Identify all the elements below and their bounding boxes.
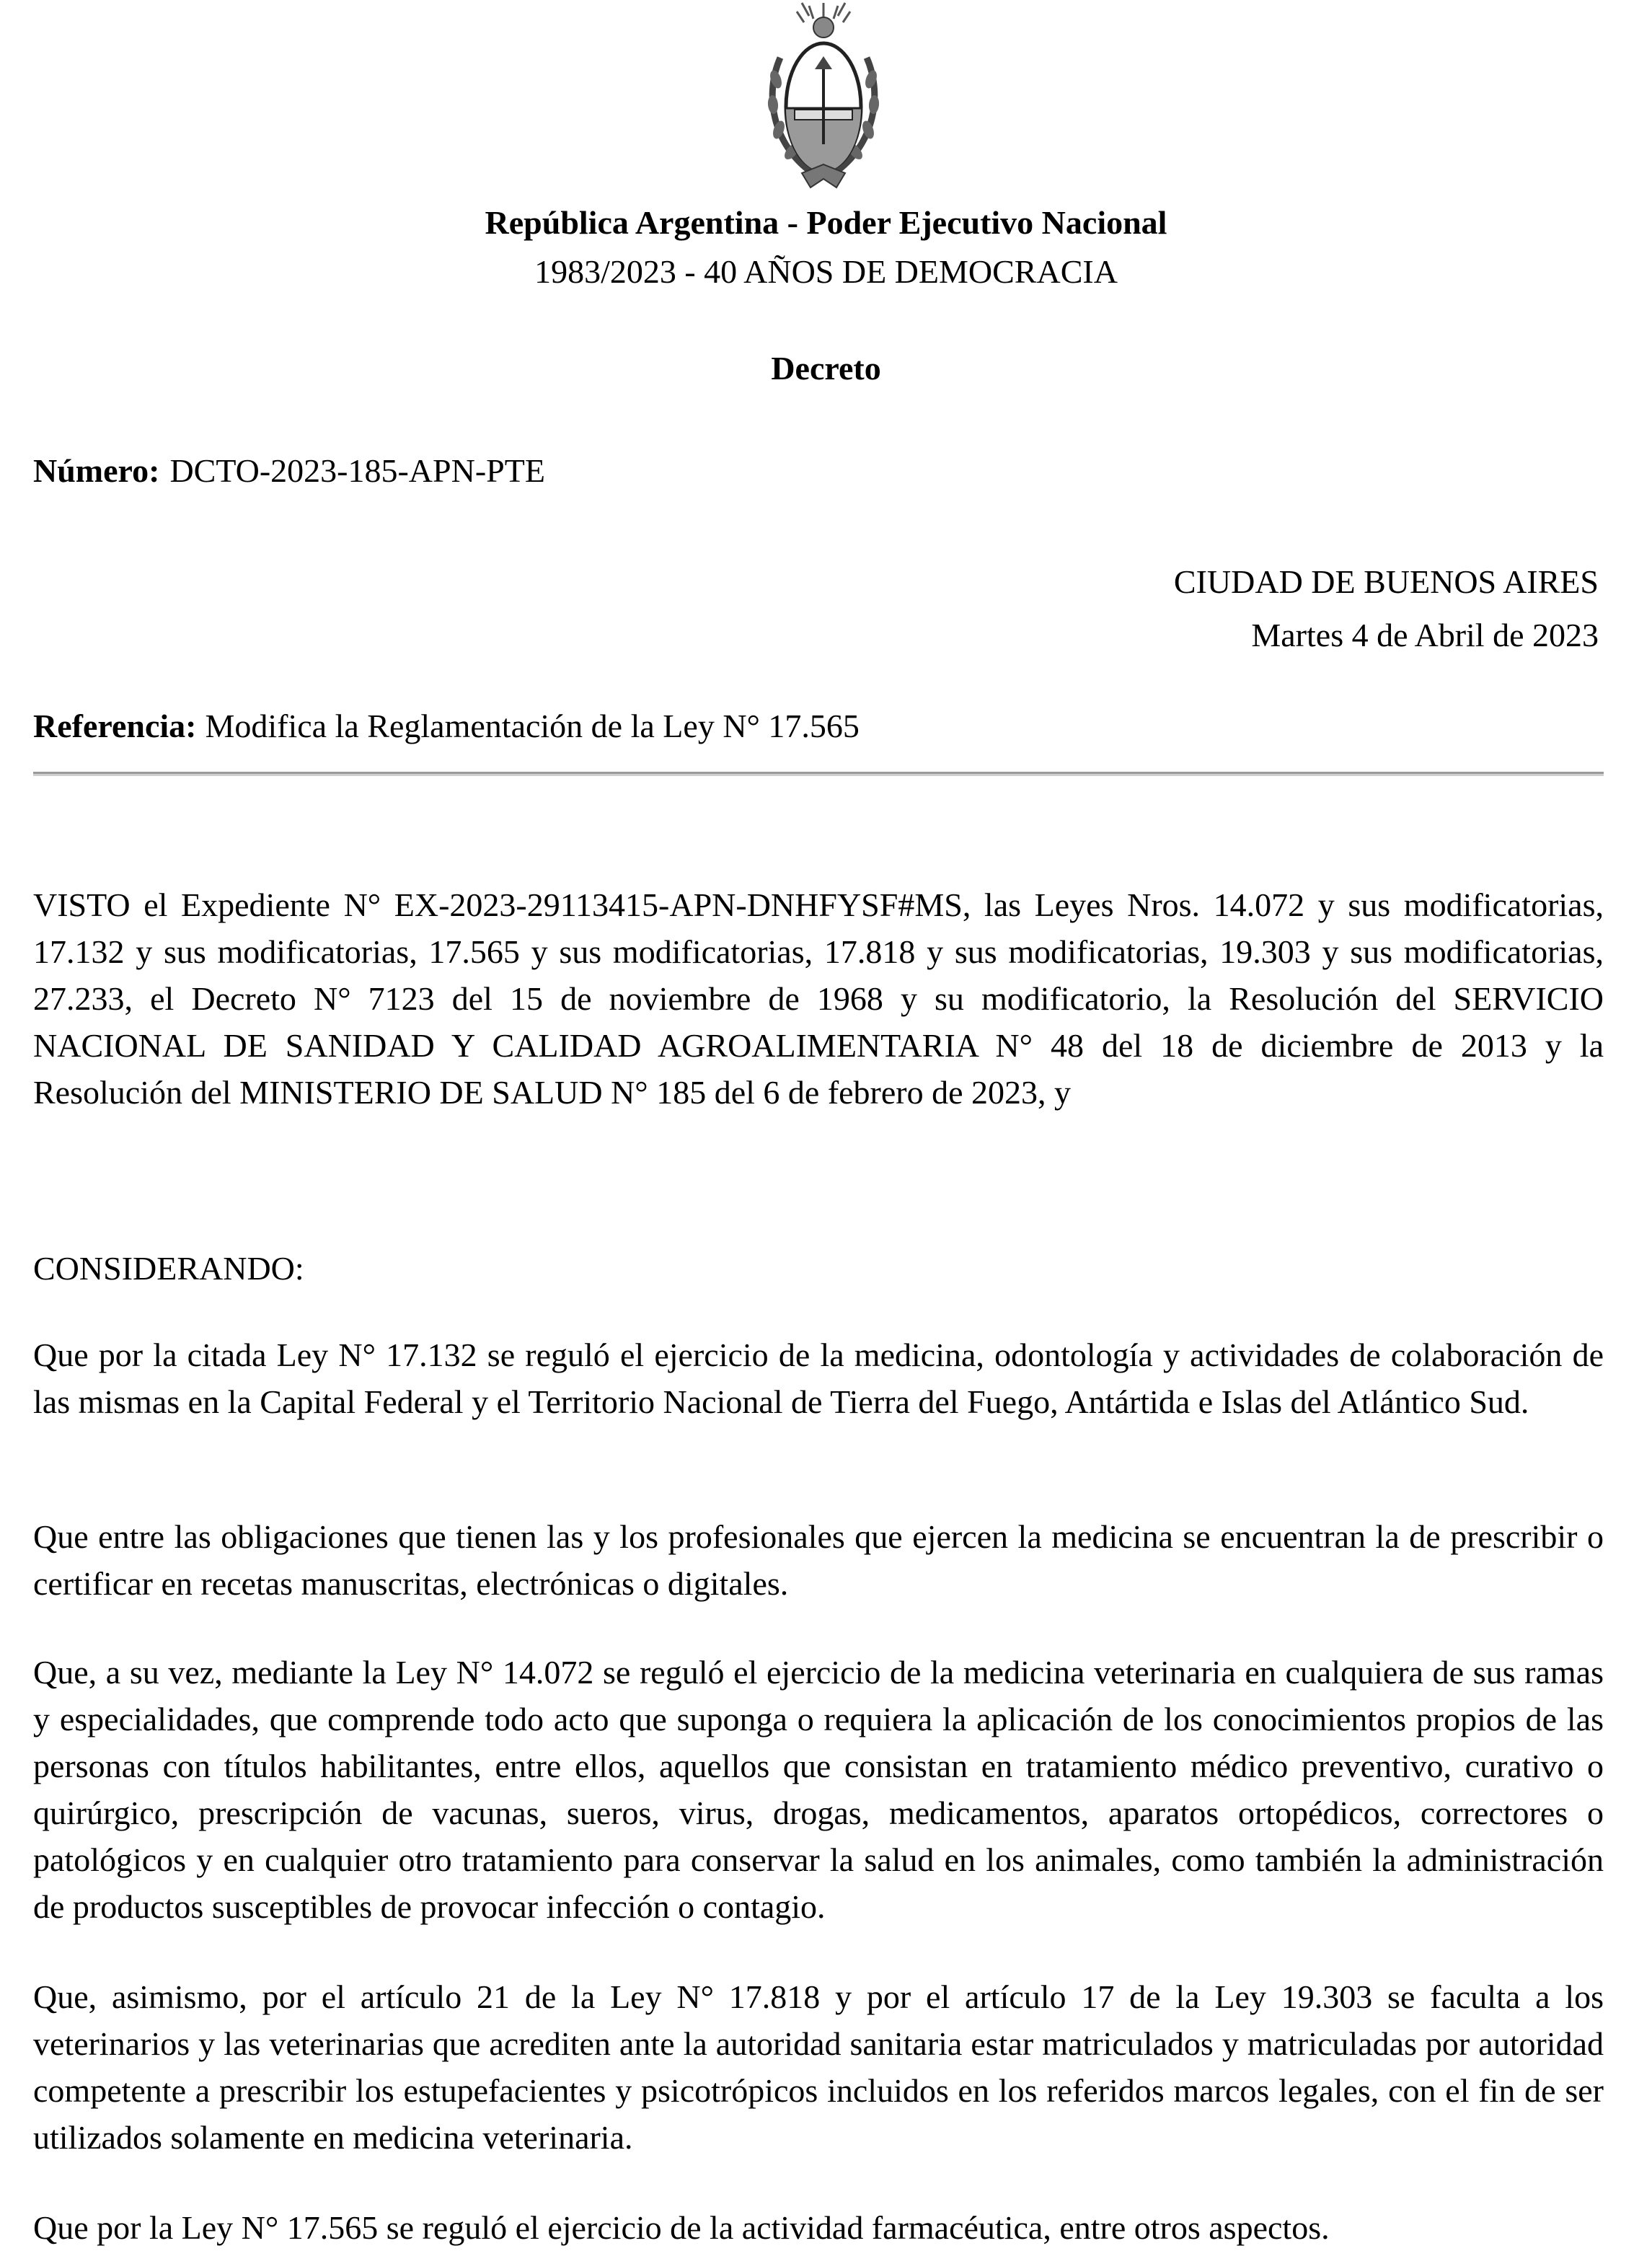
numero-label: Número:: [33, 452, 160, 489]
paragraph: Que por la Ley N° 17.565 se reguló el ejercicio de la actividad farmacéutica, entre otros aspectos.: [33, 2209, 1330, 2246]
document-number: [33, 451, 545, 490]
numero-value: DCTO-2023-185-APN-PTE: [169, 452, 545, 489]
paragraph: Que, a su vez, mediante la Ley N° 14.072 se reguló el ejercicio de la medicina veterinaria en cualquiera de sus ramas y especialidades, que comprende todo acto que suponga o requiera la aplicación de los conocimientos propios de las personas con títulos habilitantes, entre ellos, aquellos que consistan en tratamiento médico preventivo, curativo o quirúrgico, prescripción de vacunas, sueros, virus, drogas, medicamentos, aparatos ortopédicos, correctores o patológicos y en cualquier otro tratamiento para conservar la salud en los animales, como también la administración de productos susceptibles de provocar infección o contagio.: [33, 1654, 1604, 1925]
considerando-heading: CONSIDERANDO:: [33, 1250, 304, 1287]
coat-of-arms-icon: [751, 0, 896, 199]
paragraph: Que por la citada Ley N° 17.132 se reguló el ejercicio de la medicina, odontología y actividades de colaboración de las mismas en la Capital Federal y el Territorio Nacional de Tierra del Fuego, Antártida e Islas del Atlántico Sud.: [33, 1336, 1604, 1420]
reference: [33, 707, 860, 745]
paragraph: Que entre las obligaciones que tienen las y los profesionales que ejercen la medicina se encuentran la de prescribir o certificar en recetas manuscritas, electrónicas o digitales.: [33, 1518, 1604, 1602]
city: CIUDAD DE BUENOS AIRES: [1173, 563, 1599, 600]
referencia-label: Referencia:: [33, 708, 197, 744]
header-title: República Argentina - Poder Ejecutivo Nacional: [485, 204, 1167, 241]
visto-paragraph: VISTO el Expediente N° EX-2023-29113415-APN-DNHFYSF#MS, las Leyes Nros. 14.072 y sus modificatorias, 17.132 y sus modificatorias, 17.565 y sus modificatorias, 17.818 y sus modificatorias, 19.303 y sus modificatorias, 27.233, el Decreto N° 7123 del 15 de noviembre de 1968 y su modificatorio, la Resolución del SERVICIO NACIONAL DE SANIDAD Y CALIDAD AGROALIMENTARIA N° 48 del 18 de diciembre de 2013 y la Resolución del MINISTERIO DE SALUD N° 185 del 6 de febrero de 2023, y: [33, 886, 1604, 1111]
date: Martes 4 de Abril de 2023: [1251, 617, 1599, 653]
header-subtitle: 1983/2023 - 40 AÑOS DE DEMOCRACIA: [534, 253, 1118, 290]
divider: [33, 772, 1604, 776]
place-date-block: [1174, 555, 1599, 662]
referencia-value: Modifica la Reglamentación de la Ley N° 17.565: [205, 708, 860, 744]
paragraph: Que, asimismo, por el artículo 21 de la Ley N° 17.818 y por el artículo 17 de la Ley 19.303 se faculta a los veterinarios y las veterinarias que acrediten ante la autoridad sanitaria estar matriculados y matriculadas por autoridad competente a prescribir los estupefacientes y psicotrópicos incluidos en los referidos marcos legales, con el fin de ser utilizados solamente en medicina veterinaria.: [33, 1978, 1604, 2156]
document-type: Decreto: [771, 350, 881, 387]
